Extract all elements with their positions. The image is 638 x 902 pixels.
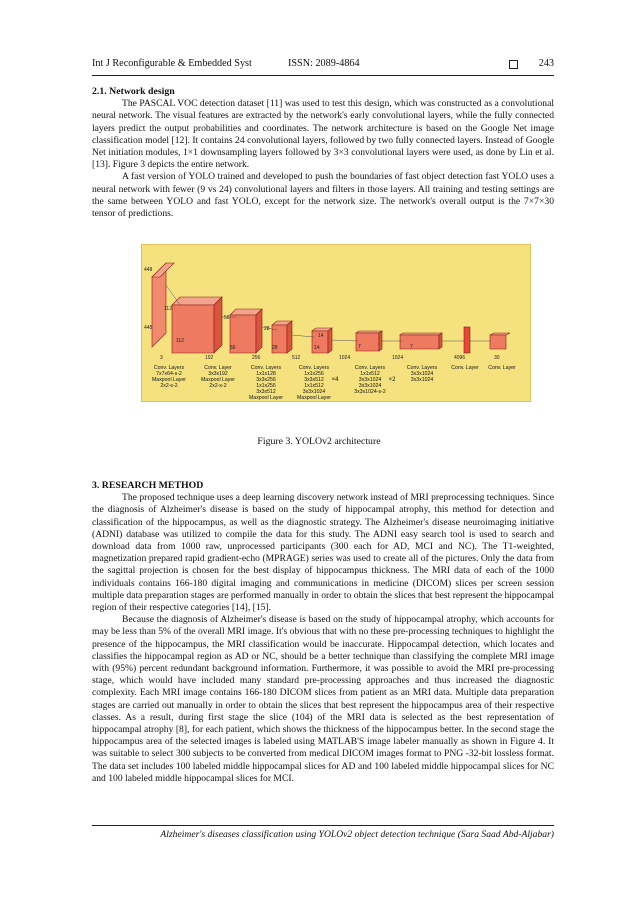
- dim-label: 56: [230, 345, 236, 351]
- dim-label: 1024: [339, 355, 351, 361]
- running-footer: Alzheimer's diseases classification using YOLOv2 object detection technique (Sara Saad Abd-Aljabar): [160, 829, 554, 840]
- layer-label: Maxpool Layer: [151, 377, 187, 383]
- section-heading: 3. RESEARCH METHOD: [92, 480, 204, 491]
- header-rule: [92, 75, 554, 76]
- dim-label: 56: [224, 315, 230, 321]
- running-header: [92, 58, 554, 74]
- dim-label: 448: [144, 267, 153, 273]
- paragraph: A fast version of YOLO trained and developed to push the boundaries of fast object detection fast YOLO uses a neural network with fewer (9 vs 24) convolutional layers and filters in those layers. All training and testing settings are the same between YOLO and fast YOLO, except for the network size. The network's overall output is the 7×7×30 tensor of predictions.: [92, 171, 554, 220]
- dim-label: 4096: [454, 355, 466, 361]
- paragraph: The proposed technique uses a deep learning discovery network instead of MRI preprocessing techniques. Since the diagnosis of Alzheimer's disease is based on the study of hippocampal atrophy, this method for detection and classification of the hippocampus, as well as the diagnostic strategy. The Alzheimer's disease neuroimaging initiative (ADNI) database was utilized to compile the data for this study. The ADNI easy search tool is used to search and download data from 1000 raw, unprocessed participants (300 each for AD, MCI and NC). The T1-weighted, magnetization prepared rapid gradient-echo (MPRAGE) series was used to create all of the pictures. Only the data from the sagittal projection is chosen for the best display of hippocampus thickness. The MRI data of each of the 1000 individuals contains 166-180 digital imaging and communications in medicine (DICOM) slices per screen session multiple data preparation stages are performed manually in order to obtain the slices that best represent the hippocampal region of their respective categories [14], [15].: [92, 492, 554, 614]
- dim-label: 1024: [392, 355, 404, 361]
- layer-label: 3x3x512: [304, 377, 324, 383]
- layer-label: 1x1x256: [256, 383, 276, 389]
- layer-label: Maxpool Layer: [296, 395, 332, 401]
- section-research-method: [92, 480, 554, 785]
- layer-label: 3x3x1024-s-2: [354, 389, 386, 395]
- page-number: 243: [538, 58, 554, 69]
- issn: ISSN: 2089-4864: [288, 58, 360, 69]
- figure-caption: Figure 3. YOLOv2 architecture: [257, 436, 381, 447]
- layer-label: Maxpool Layer: [248, 395, 284, 401]
- dim-label: 256: [252, 355, 261, 361]
- dim-label: 112: [164, 306, 172, 312]
- footer-rule: [92, 825, 554, 826]
- layer-label: 1x1x256: [304, 371, 324, 377]
- dim-label: 448: [144, 325, 153, 331]
- layer-label: Conv. Layers: [250, 365, 282, 371]
- layer-label: 3x3x1024: [358, 383, 382, 389]
- dim-label: 192: [205, 355, 214, 361]
- dim-label: 28: [264, 326, 270, 332]
- square-icon: [509, 60, 518, 69]
- layer-label: 1x1x512: [304, 383, 324, 389]
- layer-label: 3x3x192: [208, 371, 228, 377]
- repeat-label: ×4: [331, 377, 339, 383]
- layer-label: 1x1x128: [256, 371, 276, 377]
- layer-label: 3x3x1024: [410, 371, 434, 377]
- layer-label: 3x3x1024: [358, 377, 382, 383]
- repeat-label: ×2: [388, 377, 396, 383]
- figure-yolov2-architecture: [141, 244, 531, 402]
- layer-label: Conv. Layers: [406, 365, 438, 371]
- layer-label: Conv. Layers: [354, 365, 386, 371]
- layer-label: 3x3x1024: [302, 389, 326, 395]
- paragraph: The PASCAL VOC detection dataset [11] was used to test this design, which was constructed as a convolutional neural network. The visual features are extracted by the network's early convolutional layers, while the fully connected layers predict the output probabilities and coordinates. The network architecture is based on the Google Net image classification model [12]. It contains 24 convolutional layers, followed by two fully connected layers. Instead of Google Net initiation modules, 1×1 downsampling layers followed by 3×3 convolutional layers were used, as done by Lin et al. [13]. Figure 3 depicts the entire network.: [92, 98, 554, 171]
- dim-label: 30: [494, 355, 500, 361]
- layer-label: 3x3x512: [256, 389, 276, 395]
- dim-label: 14: [318, 333, 324, 339]
- dim-label: 512: [292, 355, 301, 361]
- layer-label: 3x3x256: [256, 377, 276, 383]
- layer-label: 2x2-s-2: [209, 383, 227, 389]
- dim-label: 28: [272, 345, 278, 351]
- architecture-diagram: [142, 245, 530, 401]
- paragraph: Because the diagnosis of Alzheimer's disease is based on the study of hippocampal atrophy, which accounts for may be less than 5% of the overall MRI image. It's obvious that with no these pre-processing techniques to highlight the presence of the hippocampus, the MRI classification would be inaccurate. Hippocampal detection, which locates and classifies the hippocampal region as AD or NC, should be a better technique than classifying the complete MRI image with (95%) percent redundant background information. Furthermore, it was possible to avoid the MRI pre-processing stage, which would have included many standard pre-processing approaches and thus increased the diagnostic complexity. Each MRI image contains 166-180 DICOM slices from patient as an MRI data. Multiple data preparation stages are carried out manually in order to obtain the slices that best represent the hippocampus area of their respective classes. As a result, during first stage the slice (104) of the MRI data is selected as the best representation of hippocampal atrophy [8], for each patient, which shows the thickness of the hippocampus better. In the second stage the hippocampus area of the selected images is labeled using MATLAB'S image labeler manually as shown in Figure 4. It was suitable to select 300 subjects to be converted from medical DICOM images format to PNG -32-bit lossless format. The data set includes 100 labeled middle hippocampal slices for AD and 100 labeled middle hippocampal slices for NC and 100 labeled middle hippocampal slices for MCI.: [92, 614, 554, 784]
- layer-label: Conv. Layer: [488, 365, 516, 371]
- journal-name: Int J Reconfigurable & Embedded Syst: [92, 58, 252, 69]
- dim-label: 7: [410, 344, 413, 350]
- layer-label: Maxpool Layer: [200, 377, 236, 383]
- layer-label: Conv. Layers: [153, 365, 185, 371]
- layer-label: Conv. Layer: [451, 365, 479, 371]
- layer-label: 2x2-s-2: [160, 383, 178, 389]
- dim-label: 3: [160, 355, 163, 361]
- layer-label: Conv. Layer: [204, 365, 232, 371]
- layer-label: 1x1x512: [360, 371, 380, 377]
- section-heading: 2.1. Network design: [92, 86, 175, 97]
- section-network-design: [92, 86, 554, 220]
- layer-label: 3x3x1024: [410, 377, 434, 383]
- dim-label: 14: [314, 345, 320, 351]
- dim-label: 7: [358, 344, 361, 350]
- layer-label: Conv. Layers: [298, 365, 330, 371]
- dim-label: 112: [176, 338, 184, 344]
- layer-label: 7x7x64-s-2: [156, 371, 182, 377]
